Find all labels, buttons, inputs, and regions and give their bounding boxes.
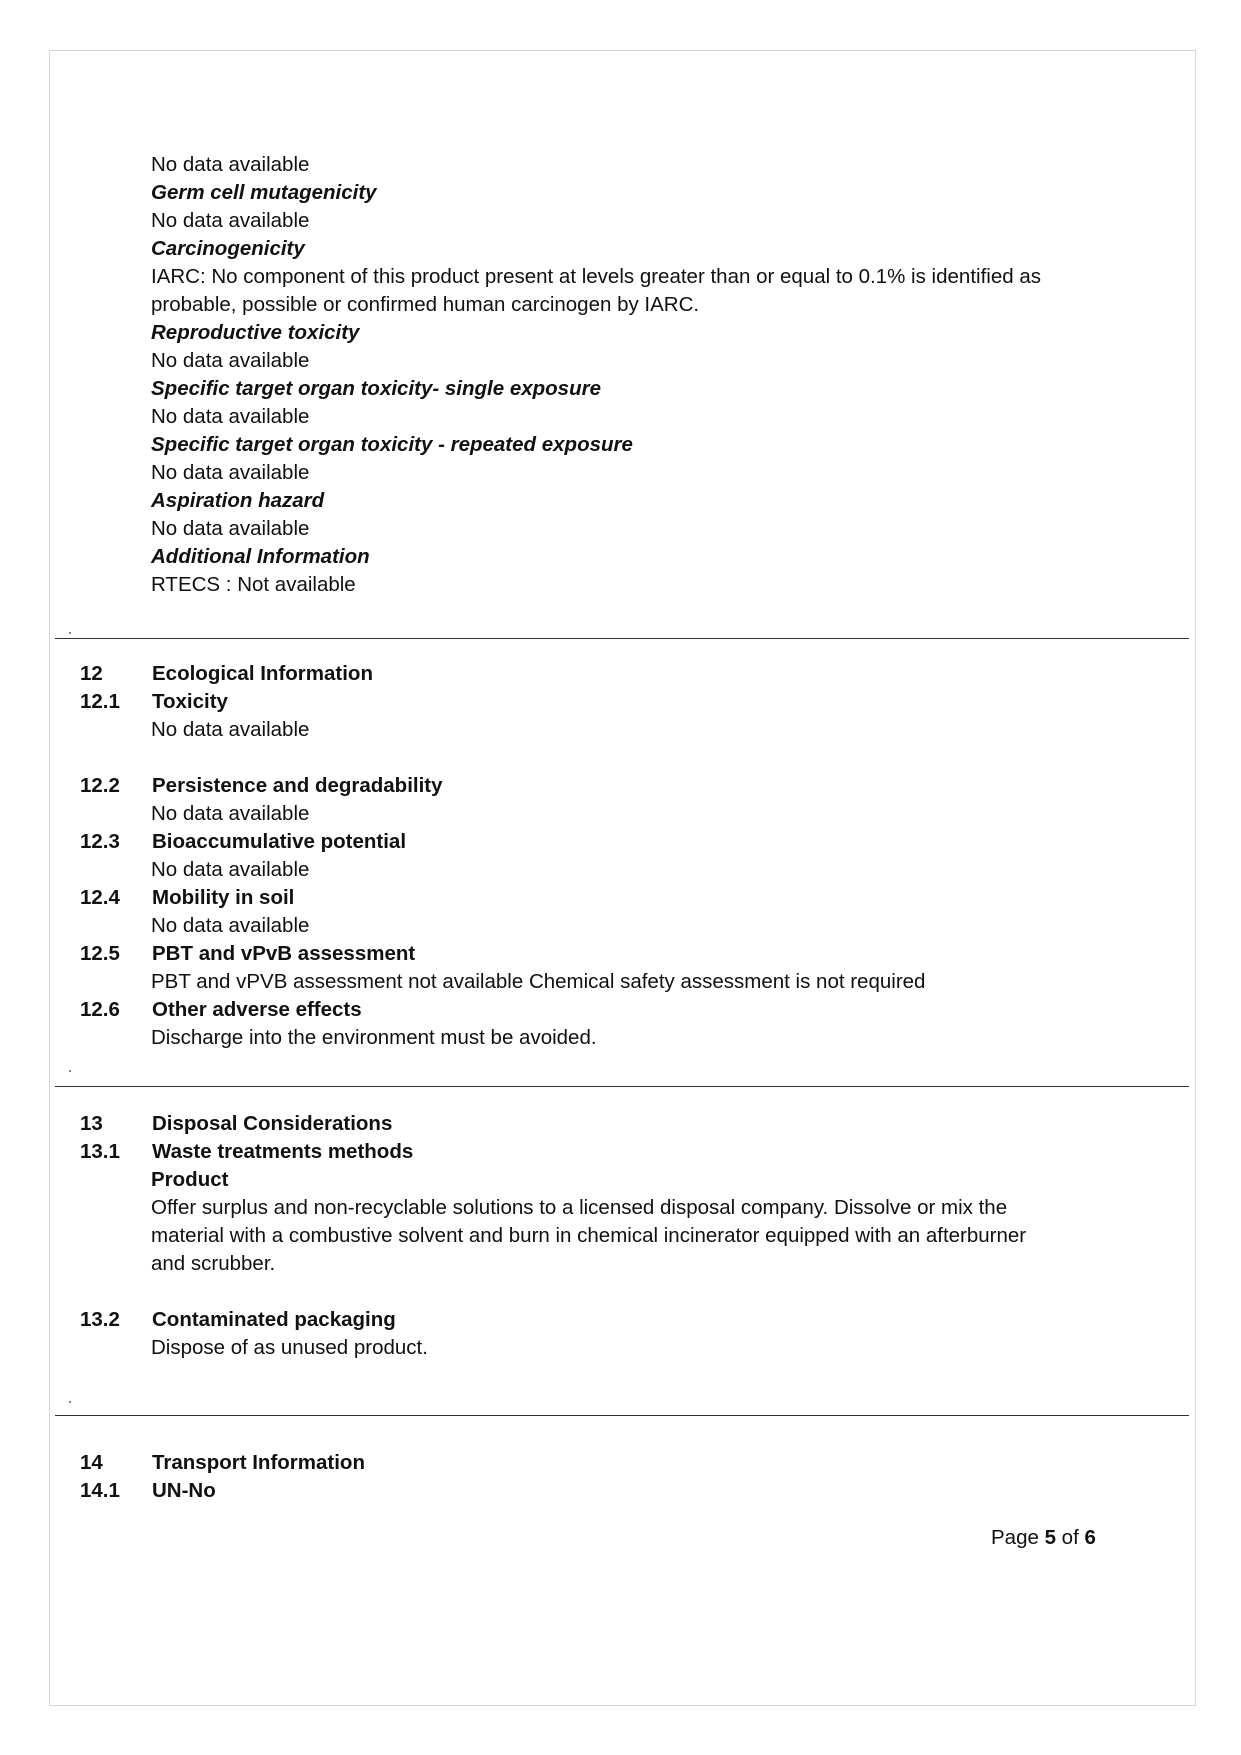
carcinogenicity-text-2: probable, possible or confirmed human carcinogen by IARC.	[151, 293, 700, 316]
subsection-number: 12.1	[80, 690, 120, 713]
divider-mark	[69, 1070, 71, 1072]
product-text-3: and scrubber.	[151, 1252, 276, 1275]
subsection-text: No data available	[151, 802, 310, 825]
additional-info-heading: Additional Information	[151, 545, 370, 568]
subsection-title: Persistence and degradability	[152, 774, 443, 797]
subsection-number: 14.1	[80, 1479, 120, 1502]
aspiration-heading: Aspiration hazard	[151, 489, 325, 512]
product-text-2: material with a combustive solvent and burn in chemical incinerator equipped with an afterburner	[151, 1224, 1027, 1247]
toxicology-text: No data available	[151, 153, 310, 176]
additional-info-text: RTECS : Not available	[151, 573, 356, 596]
page-number	[991, 1524, 1096, 1552]
reproductive-heading: Reproductive toxicity	[151, 321, 360, 344]
section-number: 13	[80, 1112, 103, 1135]
subsection-title: Bioaccumulative potential	[152, 830, 407, 853]
subsection-number: 13.2	[80, 1308, 120, 1331]
subsection-title: Mobility in soil	[152, 886, 295, 909]
germ-cell-text: No data available	[151, 209, 310, 232]
divider-mark	[69, 632, 71, 634]
subsection-number: 12.2	[80, 774, 120, 797]
subsection-text: Dispose of as unused product.	[151, 1336, 428, 1359]
subsection-text: PBT and vPVB assessment not available Chemical safety assessment is not required	[151, 970, 926, 993]
stot-single-heading: Specific target organ toxicity- single exposure	[151, 377, 601, 400]
subsection-text: No data available	[151, 914, 310, 937]
germ-cell-heading: Germ cell mutagenicity	[151, 181, 377, 204]
product-heading: Product	[151, 1168, 229, 1191]
subsection-number: 12.4	[80, 886, 120, 909]
aspiration-text: No data available	[151, 517, 310, 540]
total-pages: 6	[1084, 1526, 1096, 1549]
subsection-title: Toxicity	[152, 690, 228, 713]
subsection-title: UN-No	[152, 1479, 216, 1502]
carcinogenicity-text-1: IARC: No component of this product present at levels greater than or equal to 0.1% is identified as	[151, 265, 1041, 288]
section-divider	[55, 1415, 1189, 1416]
subsection-title: Waste treatments methods	[152, 1140, 414, 1163]
subsection-text: No data available	[151, 858, 310, 881]
page-prefix: Page	[991, 1526, 1045, 1549]
divider-mark	[69, 1401, 71, 1403]
subsection-title: Contaminated packaging	[152, 1308, 396, 1331]
reproductive-text: No data available	[151, 349, 310, 372]
stot-repeat-text: No data available	[151, 461, 310, 484]
carcinogenicity-heading: Carcinogenicity	[151, 237, 305, 260]
stot-single-text: No data available	[151, 405, 310, 428]
section-number: 14	[80, 1451, 103, 1474]
subsection-title: PBT and vPvB assessment	[152, 942, 416, 965]
section-divider	[55, 1086, 1189, 1087]
stot-repeat-heading: Specific target organ toxicity - repeated exposure	[151, 433, 633, 456]
section-title: Ecological Information	[152, 662, 373, 685]
current-page: 5	[1044, 1526, 1056, 1549]
section-title: Transport Information	[152, 1451, 365, 1474]
subsection-text: Discharge into the environment must be avoided.	[151, 1026, 597, 1049]
section-divider	[55, 638, 1189, 639]
subsection-number: 12.3	[80, 830, 120, 853]
subsection-text: No data available	[151, 718, 310, 741]
subsection-number: 12.5	[80, 942, 120, 965]
section-title: Disposal Considerations	[152, 1112, 393, 1135]
product-text-1: Offer surplus and non-recyclable solutions to a licensed disposal company. Dissolve or mix the	[151, 1196, 1008, 1219]
subsection-title: Other adverse effects	[152, 998, 362, 1021]
page-middle: of	[1055, 1526, 1085, 1549]
section-number: 12	[80, 662, 103, 685]
subsection-number: 12.6	[80, 998, 120, 1021]
subsection-number: 13.1	[80, 1140, 120, 1163]
